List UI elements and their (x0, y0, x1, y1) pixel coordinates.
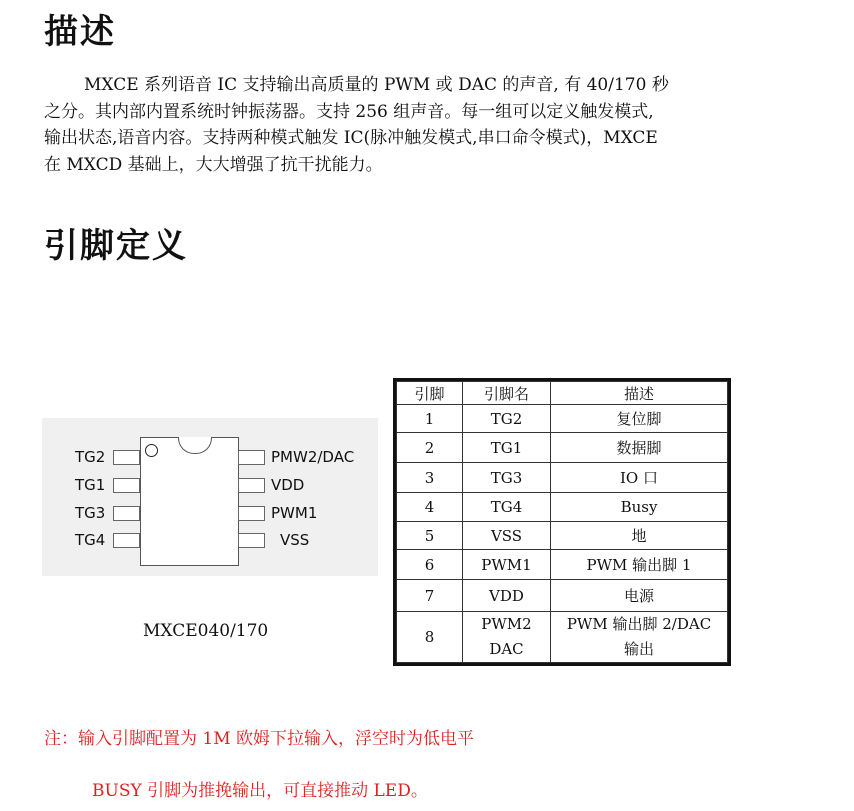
pin-label-left: TG4 (75, 531, 106, 549)
chip-lead-left-1 (113, 450, 140, 465)
description-line: MXCE 系列语音 IC 支持输出高质量的 PWM 或 DAC 的声音, 有 40/170 秒 (84, 75, 669, 95)
chip-lead-right-2 (238, 478, 265, 493)
note-line-busy-pin: BUSY 引脚为推挽输出，可直接推动 LED。 (92, 781, 428, 801)
pin-name-line: PWM2 (481, 615, 532, 633)
pin-description: 地 (551, 522, 728, 550)
table-header-cell: 引脚 (397, 382, 463, 405)
pin1-marker-icon (145, 444, 158, 457)
pin-name (463, 612, 551, 663)
pin-name: TG3 (463, 463, 551, 493)
table-row (397, 522, 728, 550)
pin-number: 8 (397, 612, 463, 663)
pin-number: 1 (397, 405, 463, 433)
pin-description: Busy (551, 493, 728, 522)
table-row (397, 433, 728, 463)
chip-package-body (140, 437, 239, 566)
table-row (397, 612, 728, 663)
pin-name: VSS (463, 522, 551, 550)
pin-description: 数据脚 (551, 433, 728, 463)
table-row (397, 463, 728, 493)
pin-description: PWM 输出脚 1 (551, 550, 728, 580)
table-header-row (397, 382, 728, 405)
pin-name: TG4 (463, 493, 551, 522)
table-row (397, 580, 728, 612)
pin-label-left: TG2 (75, 448, 106, 466)
chip-model-caption: MXCE040/170 (143, 621, 269, 641)
table-row (397, 493, 728, 522)
pin-name: PWM1 (463, 550, 551, 580)
pin-number: 2 (397, 433, 463, 463)
chip-lead-right-4 (238, 533, 265, 548)
pin-description-line: 输出 (623, 640, 654, 658)
pin-name-line: DAC (489, 640, 524, 658)
pin-label-right: PMW2/DAC (271, 448, 355, 466)
pin-name: TG2 (463, 405, 551, 433)
pin-label-left: TG3 (75, 504, 106, 522)
pin-number: 7 (397, 580, 463, 612)
pin-number: 6 (397, 550, 463, 580)
chip-lead-right-3 (238, 506, 265, 521)
pin-name: TG1 (463, 433, 551, 463)
chip-lead-left-4 (113, 533, 140, 548)
pin-description-line: PWM 输出脚 2/DAC (566, 615, 712, 633)
table-row (397, 550, 728, 580)
chip-lead-left-3 (113, 506, 140, 521)
section-title-description: 描述 (44, 12, 116, 52)
pin-name: VDD (463, 580, 551, 612)
pin-number: 3 (397, 463, 463, 493)
chip-lead-right-1 (238, 450, 265, 465)
pin-table (393, 378, 731, 666)
pin-description: 复位脚 (551, 405, 728, 433)
description-line: 输出状态,语音内容。支持两种模式触发 IC(脉冲触发模式,串口命令模式)，MXCE (44, 128, 658, 148)
chip-lead-left-2 (113, 478, 140, 493)
pin-number: 5 (397, 522, 463, 550)
table-header-cell: 描述 (551, 382, 728, 405)
description-paragraph (44, 72, 744, 178)
pin-label-right: VDD (271, 476, 305, 494)
description-line: 在 MXCD 基础上，大大增强了抗干扰能力。 (44, 154, 383, 175)
section-title-pin-definition: 引脚定义 (44, 226, 188, 266)
pin-number: 4 (397, 493, 463, 522)
table-row (397, 405, 728, 433)
note-line-input-config: 注：输入引脚配置为 1M 欧姆下拉输入，浮空时为低电平 (44, 729, 475, 749)
description-line: 之分。其内部内置系统时钟振荡器。支持 256 组声音。每一组可以定义触发模式, (44, 101, 654, 122)
pin-label-right: VSS (280, 531, 310, 549)
pin-label-left: TG1 (75, 476, 106, 494)
table-header-cell: 引脚名 (463, 382, 551, 405)
pin-description (551, 612, 728, 663)
pin-description: IO 口 (551, 463, 728, 493)
pin-description: 电源 (551, 580, 728, 612)
pin-label-right: PWM1 (271, 504, 318, 522)
